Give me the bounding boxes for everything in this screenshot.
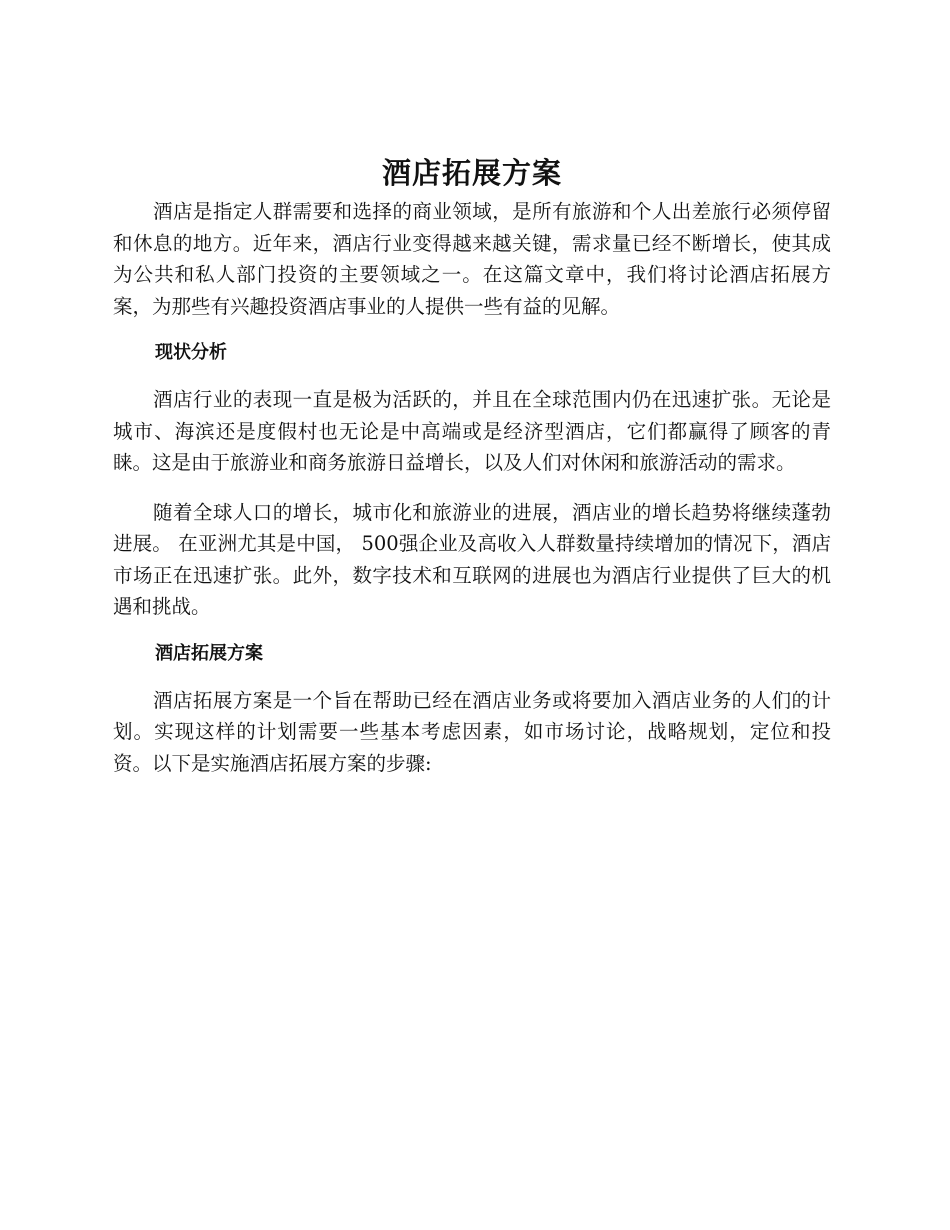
- status-paragraph-2: 随着全球人口的增长，城市化和旅游业的进展，酒店业的增长趋势将继续蓬勃进展。 在亚洲尤其是中国， 500强企业及高收入人群数量持续增加的情况下，酒店市场正在迅速扩张。此外，数字技术和互联网的进展也为酒店行业提供了巨大的机遇和挑战。: [113, 500, 831, 618]
- section-heading-plan: 酒店拓展方案: [155, 642, 263, 664]
- section-heading-status: 现状分析: [155, 342, 227, 363]
- status-paragraph-1: 酒店行业的表现一直是极为活跃的，并且在全球范围内仍在迅速扩张。无论是城市、海滨还是度假村也无论是中高端或是经济型酒店，它们都赢得了顾客的青睐。这是由于旅游业和商务旅游日益增长，以及人们对休闲和旅游活动的需求。: [113, 388, 831, 474]
- plan-paragraph-1: 酒店拓展方案是一个旨在帮助已经在酒店业务或将要加入酒店业务的人们的计划。实现这样的计划需要一些基本考虑因素，如市场讨论，战略规划，定位和投资。以下是实施酒店拓展方案的步骤:: [113, 688, 831, 775]
- document-page: [113, 150, 831, 779]
- document-title: 酒店拓展方案: [381, 156, 562, 190]
- intro-paragraph: 酒店是指定人群需要和选择的商业领域，是所有旅游和个人出差旅行必须停留和休息的地方。近年来，酒店行业变得越来越关键，需求量已经不断增长，使其成为公共和私人部门投资的主要领域之一。在这篇文章中，我们将讨论酒店拓展方案，为那些有兴趣投资酒店事业的人提供一些有益的见解。: [113, 200, 831, 318]
